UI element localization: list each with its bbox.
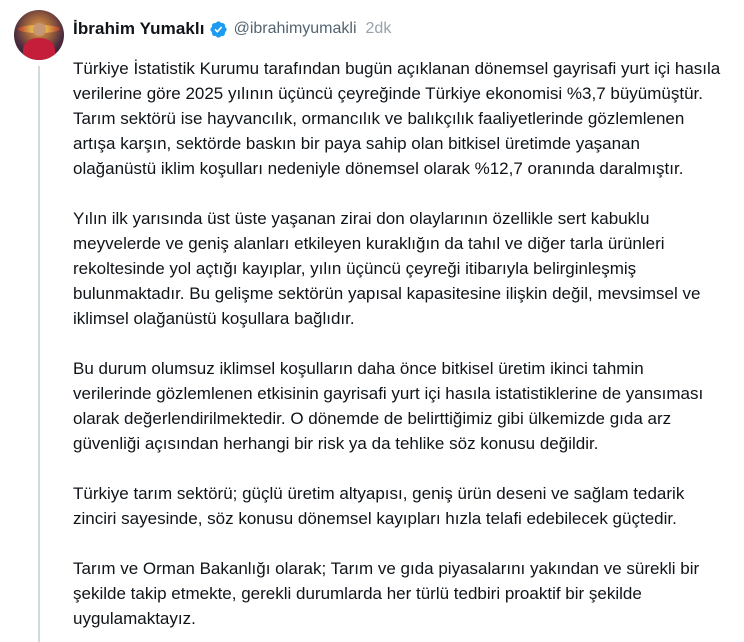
tweet-paragraph: Türkiye tarım sektörü; güçlü üretim altyapısı, geniş ürün deseni ve sağlam tedarik zinciri sayesinde, söz konusu dönemsel kayıpları hızla telafi edebilecek güçtedir. [73, 484, 685, 528]
avatar-person-head [33, 23, 46, 36]
thread-connector-line [38, 66, 40, 642]
avatar[interactable] [14, 10, 64, 60]
author-display-name[interactable]: İbrahim Yumaklı [73, 19, 205, 38]
tweet-paragraph: Bu durum olumsuz iklimsel koşulların daha önce bitkisel üretim ikinci tahmin verilerinde gözlemlenen etkisinin gayrisafi yurt içi hasıla istatistiklerine de yansıması olarak değerlendirilmektedir. O dönemde de belirttiğimiz gibi ülkemizde gıda arz güvenliği açısından herhangi bir risk ya da tehlike söz konusu değildir. [73, 359, 704, 453]
tweet-body [73, 56, 723, 631]
author-handle[interactable]: @ibrahimyumakli [233, 20, 357, 37]
tweet-header [73, 19, 391, 39]
verified-badge-icon[interactable] [209, 20, 228, 39]
tweet-paragraph: Türkiye İstatistik Kurumu tarafından bugün açıklanan dönemsel gayrisafi yurt içi hasıla verilerine göre 2025 yılının üçüncü çeyreğinde Türkiye ekonomisi %3,7 büyümüştür. Tarım sektörü ise hayvancılık, ormancılık ve balıkçılık faaliyetlerinde gözlemlenen artışa karşın, sektörde baskın bir paya sahip olan bitkisel üretimde yaşanan olağanüstü iklim koşulları nedeniyle dönemsel olarak %12,7 oranında daralmıştır. [73, 59, 721, 178]
tweet-timestamp[interactable]: 2dk [365, 20, 392, 37]
tweet-paragraph: Tarım ve Orman Bakanlığı olarak; Tarım ve gıda piyasalarını yakından ve sürekli bir şekilde takip etmekte, gerekli durumlarda her türlü tedbiri proaktif bir şekilde uygulamaktayız. [73, 559, 700, 628]
avatar-person-jacket [23, 38, 55, 60]
tweet-paragraph: Yılın ilk yarısında üst üste yaşanan zirai don olaylarının özellikle sert kabuklu meyvelerde ve geniş alanları etkileyen kuraklığın da tahıl ve diğer tarla ürünleri rekoltesinde yol açtığı kayıplar, yılın üçüncü çeyreği itibarıyla belirginleşmiş bulunmaktadır. Bu gelişme sektörün yapısal kapasitesine ilişkin değil, mevsimsel ve iklimsel olağanüstü koşullara bağlıdır. [73, 209, 701, 328]
